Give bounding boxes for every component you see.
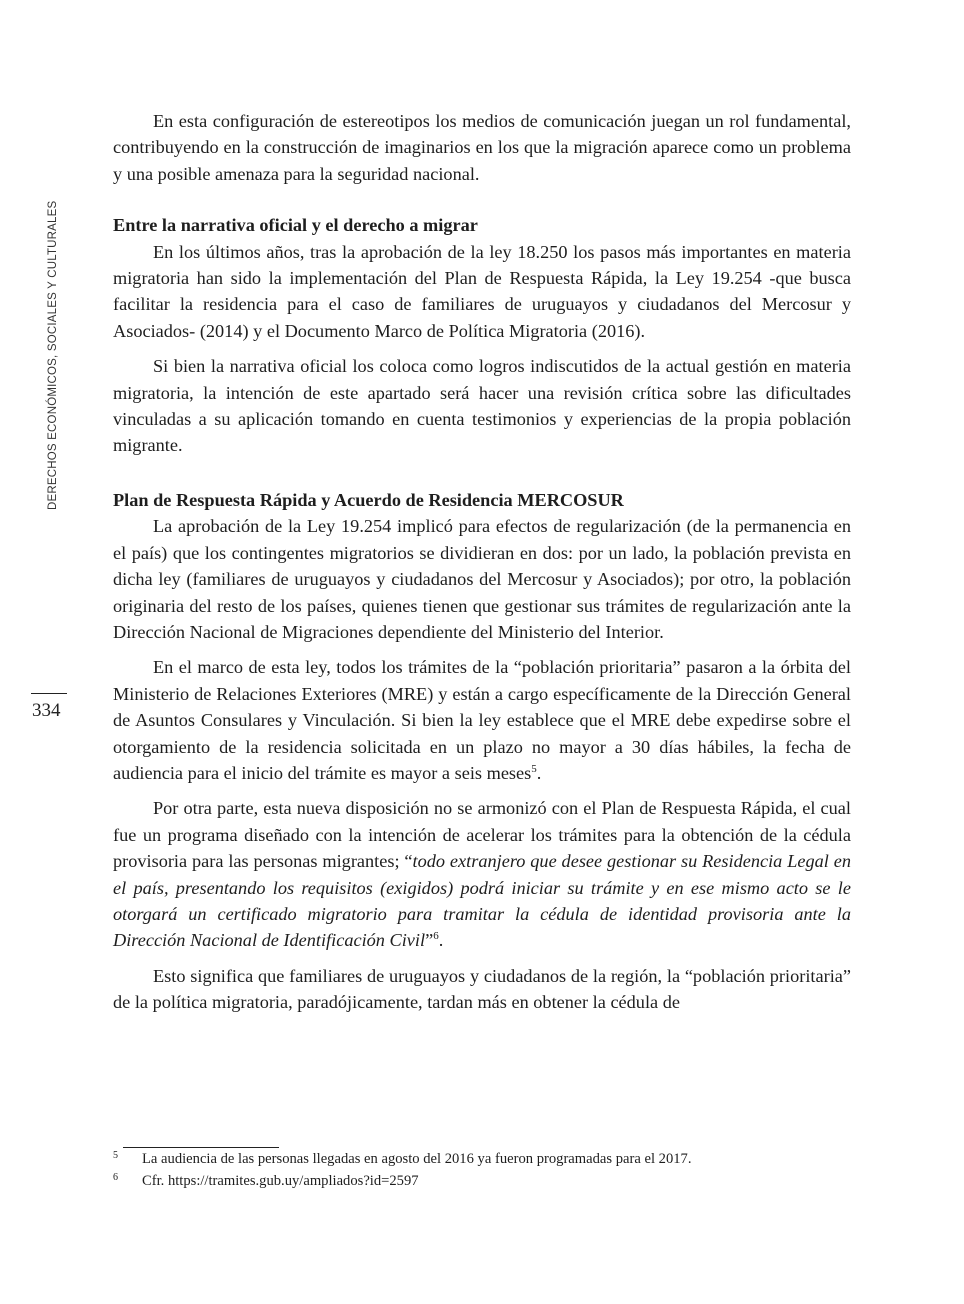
paragraph-3: Si bien la narrativa oficial los coloca como logros indiscutidos de la actual gestión en materia migratoria, la intención de este apartado será hacer una revisión crítica sobre las dificultades vinculadas a su aplicación tomando en cuenta testimonios y experiencias de la propia población migrante. bbox=[113, 356, 851, 456]
paragraph-6 bbox=[113, 795, 851, 953]
paragraph-6-quote: todo extranjero que desee gestionar su Residencia Legal en el país, presentando los requisitos (exigidos) podrá iniciar su trámite y en ese mismo acto se le otorgará un certificado migratorio para tramitar la cédula de identidad provisoria ante la Dirección Nacional de Identificación Civil bbox=[113, 851, 851, 951]
paragraph-6-end: . bbox=[438, 930, 444, 951]
paragraph-6-close-quote: ” bbox=[425, 930, 434, 951]
page-number: 334 bbox=[32, 700, 61, 721]
footnote-5 bbox=[113, 1148, 851, 1170]
footnotes bbox=[113, 1147, 851, 1192]
footnote-ref-6[interactable]: 6 bbox=[433, 930, 439, 943]
paragraph-5 bbox=[113, 654, 851, 786]
footnote-6 bbox=[113, 1170, 851, 1192]
main-text bbox=[113, 108, 851, 1016]
footnote-number: 6 bbox=[113, 1172, 118, 1183]
paragraph-5-text: En el marco de esta ley, todos los trámites de la “población prioritaria” pasaron a la órbita del Ministerio de Relaciones Exteriores (MRE) y están a cargo específicamente de la Dirección General de Asuntos Consulares y Vinculación. Si bien la ley establece que el MRE debe expedirse sobre el otorgamiento de la residencia solicitada en un plazo no mayor a 30 días hábiles, la fecha de audiencia para el inicio del trámite es mayor a seis meses bbox=[113, 657, 851, 783]
page-number-rule bbox=[31, 693, 67, 694]
footnote-text: Cfr. https://tramites.gub.uy/ampliados?id=2597 bbox=[142, 1173, 419, 1189]
footnote-ref-5[interactable]: 5 bbox=[531, 762, 537, 775]
paragraph-4: La aprobación de la Ley 19.254 implicó para efectos de regularización (de la permanencia en el país) que los contingentes migratorios se dividieran en dos: por un lado, la población prevista en dicha ley (familiares de uruguayos y ciudadanos del Mercosur y Asociados); por otro, la población originaria del resto de los países, quienes tienen que gestionar sus trámites de regularización ante la Dirección Nacional de Migraciones dependiente del Ministerio del Interior. bbox=[113, 516, 851, 642]
footnote-text: La audiencia de las personas llegadas en agosto del 2016 ya fueron programadas para el 2017. bbox=[142, 1151, 692, 1167]
paragraph-2: En los últimos años, tras la aprobación de la ley 18.250 los pasos más importantes en materia migratoria han sido la implementación del Plan de Respuesta Rápida, la Ley 19.254 -que busca facilitar la residencia para el caso de familiares de uruguayos y ciudadanos del Mercosur y Asociados- (2014) y el Documento Marco de Política Migratoria (2016). bbox=[113, 241, 851, 341]
section-heading-narrativa: Entre la narrativa oficial y el derecho a migrar bbox=[113, 215, 478, 236]
paragraph-1: En esta configuración de estereotipos los medios de comunicación juegan un rol fundamental, contribuyendo en la construcción de imaginarios en los que la migración aparece como un problema y una posible amenaza para la seguridad nacional. bbox=[113, 111, 851, 184]
section-heading-plan-respuesta: Plan de Respuesta Rápida y Acuerdo de Residencia MERCOSUR bbox=[113, 489, 624, 510]
footnote-number: 5 bbox=[113, 1150, 118, 1161]
paragraph-7: Esto significa que familiares de uruguayos y ciudadanos de la región, la “población prioritaria” de la política migratoria, paradójicamente, tardan más en obtener la cédula de bbox=[113, 965, 851, 1013]
paragraph-6-text: Por otra parte, esta nueva disposición no se armonizó con el Plan de Respuesta Rápida, el cual fue un programa diseñado con la intención de acelerar los trámites para la obtención de la cédula provisoria para las personas migrantes; “ bbox=[113, 798, 851, 872]
running-title: DERECHOS ECONÓMICOS, SOCIALES Y CULTURALES bbox=[47, 200, 59, 510]
paragraph-5-end: . bbox=[536, 762, 542, 783]
